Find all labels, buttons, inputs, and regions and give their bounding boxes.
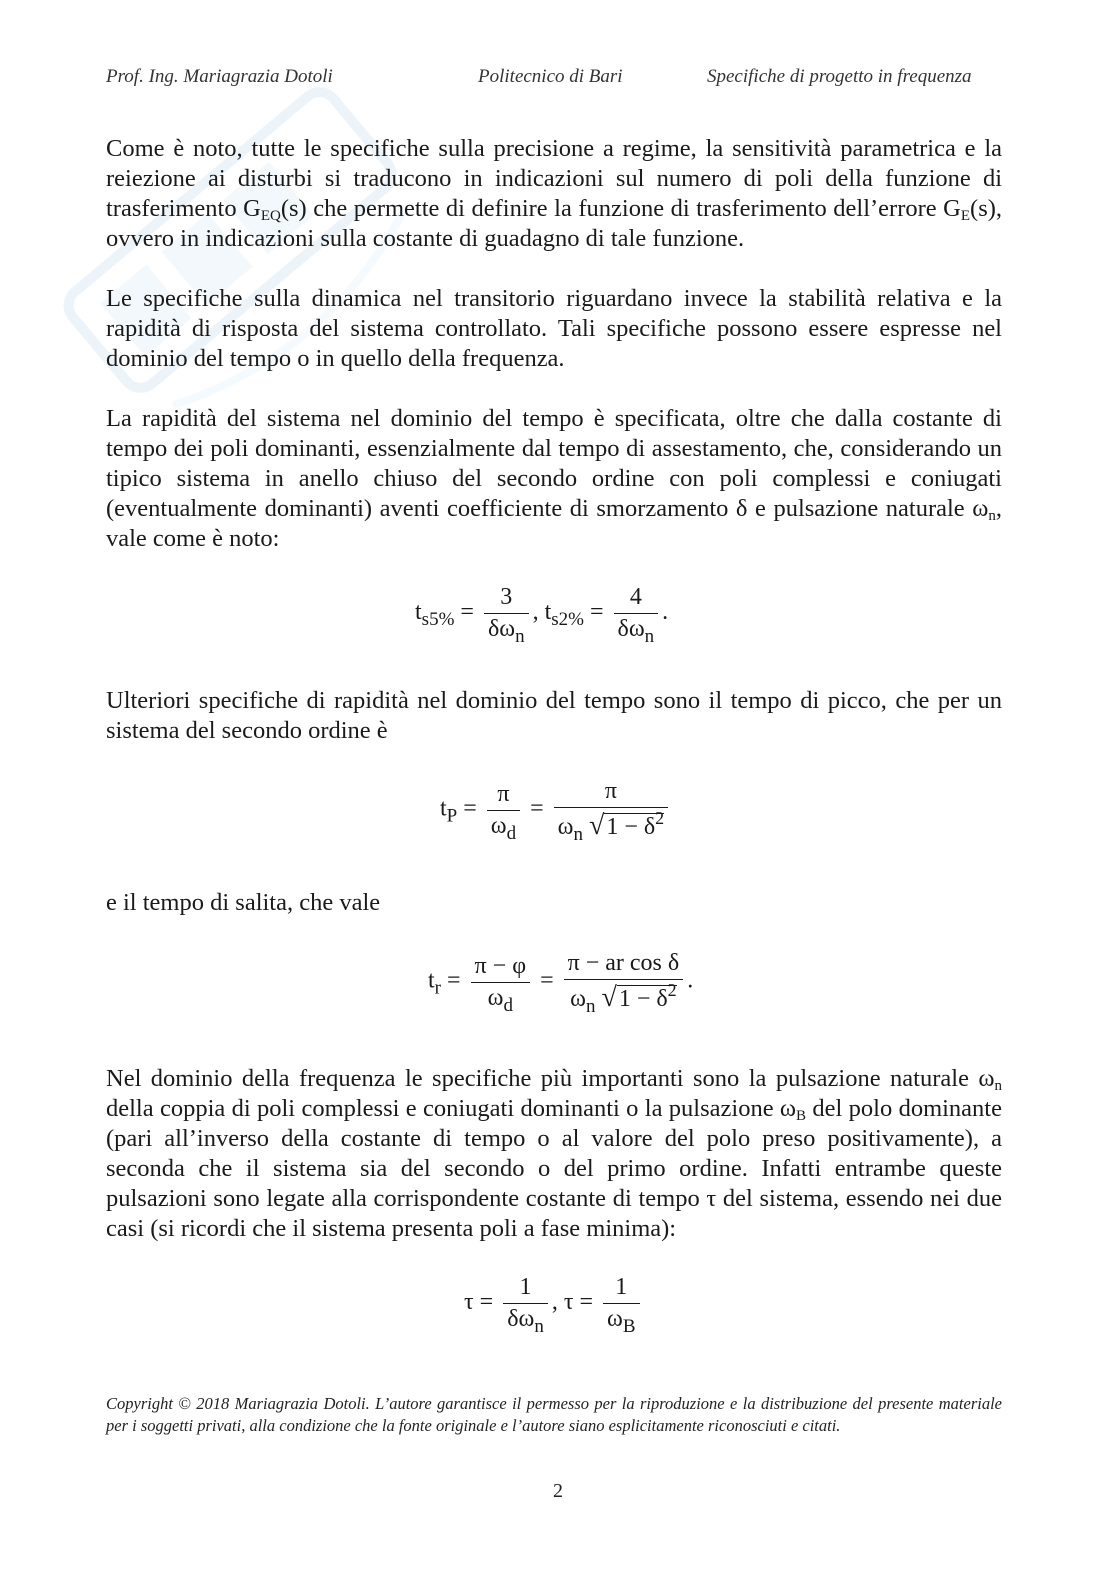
header-topic: Specifiche di progetto in frequenza <box>707 66 972 87</box>
copyright-footer: Copyright © 2018 Mariagrazia Dotoli. L’autore garantisce il permesso per la riproduzione e la distribuzione del presente materiale per i soggetti privati, alla condizione che la fonte originale e l’autore siano esplicitamente riconosciuti e citati. <box>106 1394 1002 1435</box>
page-number: 2 <box>553 1480 563 1502</box>
equation-time-constant: τ = $\frac{1}{\delta\omega_n}$ , τ = $\frac{1}{\omega_B}$ <box>464 1274 644 1333</box>
paragraph-dynamics: Le specifiche sulla dinamica nel transitorio riguardano invece la stabilità relativa e la rapidità di risposta del sistema controllato. Tali specifiche possono essere espresse nel dominio del tempo o in quello della frequenza. <box>106 285 1002 372</box>
paragraph-rise-time: e il tempo di salita, che vale <box>106 889 381 916</box>
equation-settling-time: $t_{s5\%}$ = $\frac{3}{\delta\omega_n}$ , $t_{s2\%}$ = $\frac{4}{\delta\omega_n}$ . <box>415 584 669 647</box>
equation-rise-time: $t_r$ = $\frac{\pi - \varphi}{\omega_d}$ = $\frac{\text{π − ar cos δ}}{\omega_n √1 - \delta^2}$ . <box>428 950 694 1017</box>
paragraph-precision: Come è noto, tutte le specifiche sulla precisione a regime, la sensitività parametrica e la reiezione ai disturbi si traducono in indicazioni sul numero di poli della funzione di trasferimento $G_{EQ}(s)$ che permette di definire la funzione di trasferimento dell’errore $G_E(s)$, ovvero in indicazioni sulla costante di guadagno di tale funzione. <box>106 135 1003 252</box>
header-author: Prof. Ing. Mariagrazia Dotoli <box>106 66 333 87</box>
paragraph-settling-time: La rapidità del sistema nel dominio del tempo è specificata, oltre che dalla costante di tempo dei poli dominanti, essenzialmente dal tempo di assestamento, che, considerando un tipico sistema in anello chiuso del secondo ordine con poli complessi e coniugati (eventualmente dominanti) aventi coefficiente di smorzamento δ e pulsazione naturale $\omega_n$, vale come è noto: <box>106 405 1002 552</box>
header-institution: Politecnico di Bari <box>478 66 623 87</box>
paragraph-frequency-domain: Nel dominio della frequenza le specifiche più importanti sono la pulsazione naturale $\omega_n$ della coppia di poli complessi e coniugati dominanti o la pulsazione $\omega_B$ del polo dominante (pari all’inverso della costante di tempo o al valore del polo preso positivamente), a seconda che il sistema sia del secondo o del primo ordine. Infatti entrambe queste pulsazioni sono legate alla corrispondente costante di tempo τ del sistema, essendo nei due casi (si ricordi che il sistema presenta poli a fase minima): <box>106 1065 1002 1242</box>
equation-peak-time: $t_P$ = $\frac{\pi}{\omega_d}$ = $\frac{\pi}{\omega_n √1 - \delta^2}$ <box>440 778 672 842</box>
paragraph-peak-time: Ulteriori specifiche di rapidità nel dominio del tempo sono il tempo di picco, che per un sistema del secondo ordine è <box>106 687 1002 744</box>
